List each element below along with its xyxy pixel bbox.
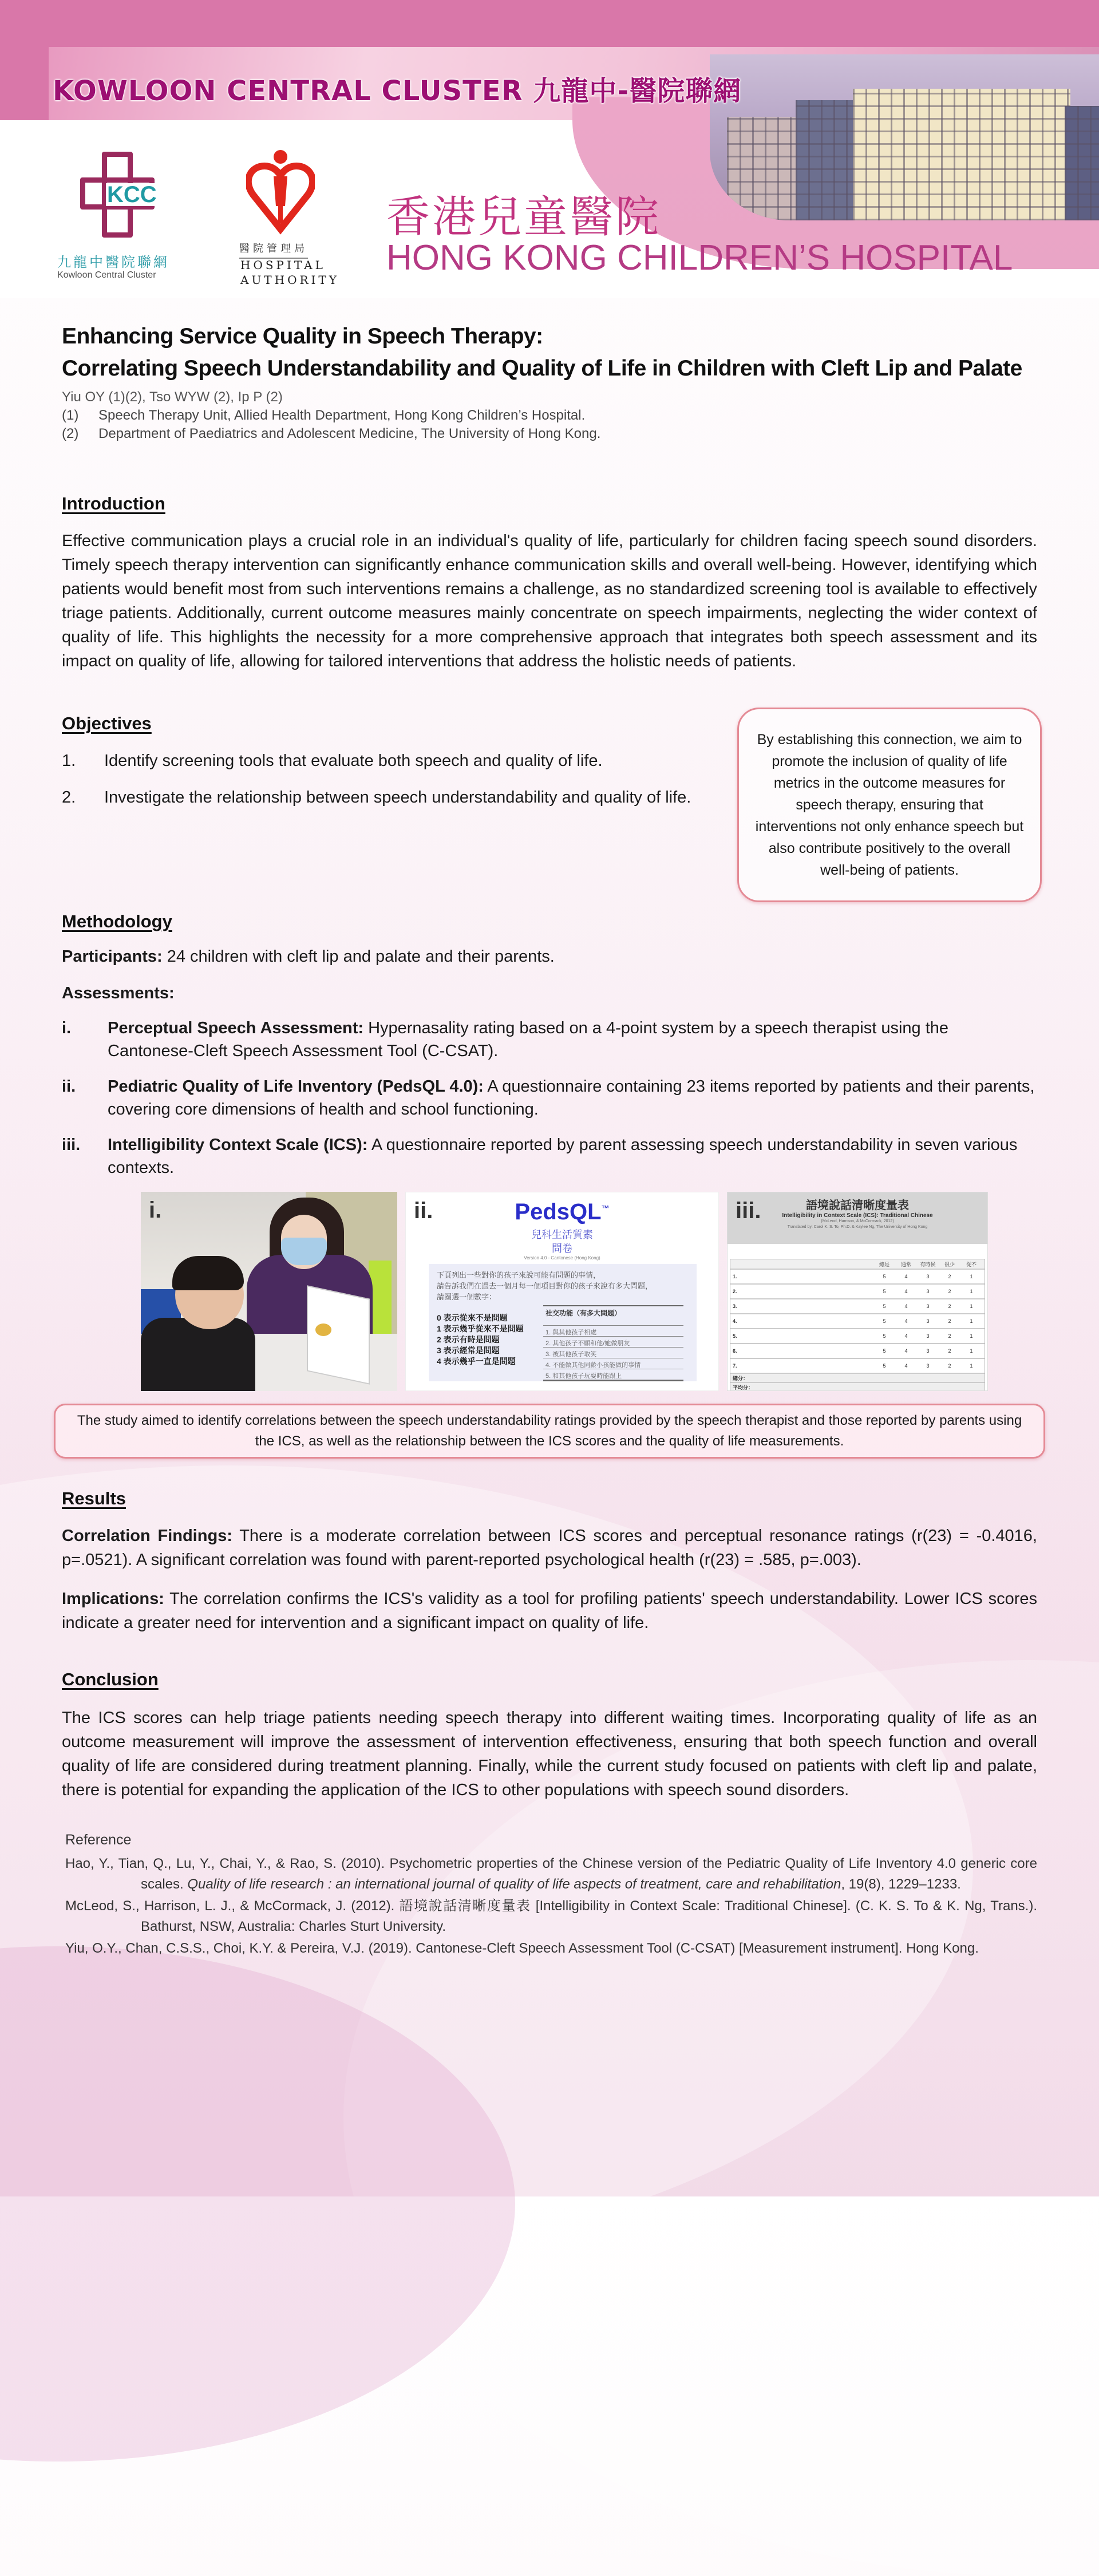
item-number: iii.: [62, 1136, 81, 1154]
heart-person-icon: [246, 149, 315, 235]
pedsql-version: Version 4.0 - Cantonese (Hong Kong): [524, 1255, 600, 1261]
hospital-name-en: HONG KONG CHILDREN’S HOSPITAL: [386, 238, 1013, 278]
reference-item: Hao, Y., Tian, Q., Lu, Y., Chai, Y., & Rao, S. (2010). Psychometric properties of the Chinese version of the Pediatric Quality of Life Inventory 4.0 generic core scales. Quality of life research : an international journal of quality of life aspects of treatment, care and rehabilitation, 19(8), 1229–1233.: [65, 1856, 1037, 1892]
affiliation: [62, 425, 1037, 443]
therapy-session-photo: [141, 1192, 397, 1391]
item-label: Pediatric Quality of Life Inventory (PedsQL 4.0):: [108, 1077, 484, 1096]
reference-item: Yiu, O.Y., Chan, C.S.S., Choi, K.Y. & Pereira, V.J. (2019). Cantonese-Cleft Speech Assessment Tool (C-CSAT) [Measurement instrument]. Hong Kong.: [65, 1941, 979, 1956]
section-heading: Introduction: [62, 493, 165, 513]
conclusion-text: The ICS scores can help triage patients needing speech therapy into different waiting times. Incorporating quality of life as an outcome measurement will improve the assessment of intervention effectiveness, ensuring that both speech function and overall quality of life are considered during treatment planning. Finally, while the current study focused on patients with cleft lip and palate, there is potential for expanding the application of the ICS to other populations with speech sound disorders.: [62, 1709, 1037, 1799]
references-heading: Reference: [65, 1832, 132, 1848]
section-heading: Methodology: [62, 911, 172, 931]
authors: Yiu OY (1)(2), Tso WYW (2), Ip P (2): [62, 389, 283, 405]
pedsql-questionnaire-image: [405, 1192, 719, 1391]
title-block: [62, 321, 1037, 443]
pedsql-instructions: 下頁列出一些對你的孩子來說可能有問題的事情， 請告訴我們在過去一個月每一個項目對你的孩子來說有多大問題， 請圈選一個數字： 0 表示從來不是問題 1 表示幾乎從來不是問題 2 表示有時是問題 3 表示經常是問題 4 表示幾乎一直是問題 社交功能（有多大問題） 1. 與其他孩子相處 2. 其他孩子不願和他/她做朋友 3. 被其他孩子取笑 4. 不能做其他同齡小孩能做的事情 5. 和其他孩子玩耍時能跟上: [429, 1264, 697, 1381]
figure-label: i.: [149, 1198, 162, 1223]
ha-name-en-line2: AUTHORITY: [240, 273, 339, 287]
item-label: Intelligibility Context Scale (ICS):: [108, 1136, 368, 1154]
background-decoration: [0, 1946, 515, 2462]
assessments-heading: Assessments:: [62, 984, 175, 1002]
objectives-callout: By establishing this connection, we aim to promote the inclusion of quality of life metrics in the outcome measures for speech therapy, ensuring that interventions not only enhance speech but also contribute positively to the overall well-being of patients.: [737, 708, 1042, 902]
hospital-name-zh: 香港兒童醫院: [386, 193, 661, 242]
hospital-authority-logo: [229, 143, 338, 286]
section-heading: Objectives: [62, 713, 152, 733]
implications: [62, 1587, 1037, 1635]
poster-title: [62, 321, 1037, 385]
figure-label: iii.: [736, 1198, 761, 1223]
item-text: Identify screening tools that evaluate both speech and quality of life.: [104, 752, 603, 770]
references-section: [65, 1830, 1037, 1959]
list-item: [62, 1017, 1037, 1062]
reference-item: McLeod, S., Harrison, L. J., & McCormack, J. (2012). 語境說話清晰度量表 [Intelligibility in Context Scale: Traditional Chinese]. (C. K. S. To & K. Ng, Trans.). Bathurst, NSW, Australia: Charles Sturt University.: [65, 1898, 1037, 1934]
ha-name-zh: 醫院管理局: [239, 240, 308, 259]
objectives-section: [62, 713, 1037, 885]
ha-name-en-line1: HOSPITAL: [240, 258, 326, 272]
section-heading: Results: [62, 1488, 126, 1508]
item-text: A questionnaire containing 23 items reported by patients and their parents, covering core dimensions of health and school functioning.: [108, 1077, 1035, 1119]
list-item: [62, 1075, 1037, 1121]
item-label: Perceptual Speech Assessment:: [108, 1019, 364, 1037]
correlation-label: Correlation Findings:: [62, 1527, 232, 1545]
item-text: A questionnaire reported by parent assessing speech understandability in seven various contexts.: [108, 1136, 1018, 1177]
introduction-text: Effective communication plays a crucial role in an individual's quality of life, particularly for children facing speech sound disorders. Timely speech therapy intervention can significantly enhance communication skills and overall well-being. However, identifying which patients would benefit most from such interventions remains a challenge, as no standardized screening tool is available to effectively triage patients. Additionally, current outcome measures mainly concentrate on speech impairments, neglecting the wider context of quality of life. This highlights the necessity for a more comprehensive approach that integrates both speech assessment and its impact on quality of life, allowing for tailored interventions that address the holistic needs of patients.: [62, 532, 1037, 670]
participants-text: 24 children with cleft lip and palate and their parents.: [162, 947, 555, 966]
results-section: [62, 1488, 1037, 1635]
affiliation-text: Department of Paediatrics and Adolescent Medicine, The University of Hong Kong.: [98, 426, 601, 441]
pedsql-subtitle: 兒科生活質素 問卷: [531, 1229, 593, 1254]
hospital-building-image: [710, 54, 1099, 220]
participants: [62, 945, 1037, 969]
item-number: i.: [62, 1019, 72, 1037]
assessment-figures: [141, 1192, 1037, 1391]
section-heading: Conclusion: [62, 1669, 159, 1689]
correlation-text: There is a moderate correlation between ICS scores and perceptual resonance ratings (r(23) = -0.4016, p=.0521). A significant correlation was found with parent-reported psychological health (r(23) = .585, p=.003).: [62, 1527, 1037, 1569]
list-item: [62, 749, 737, 773]
affiliation-number: (1): [62, 408, 79, 423]
conclusion-section: [62, 1669, 1037, 1802]
introduction-section: [62, 493, 1037, 673]
item-number: 2.: [62, 788, 76, 807]
title-line-1: Enhancing Service Quality in Speech Therapy:: [62, 324, 543, 349]
kcc-name-zh: 九龍中醫院聯網: [57, 255, 169, 270]
kcc-name-en: Kowloon Central Cluster: [57, 270, 156, 280]
correlation-findings: [62, 1524, 1037, 1572]
list-item: [62, 1133, 1037, 1179]
kcc-mark: KCC: [107, 182, 157, 207]
affiliation: [62, 406, 1037, 425]
figure-label: ii.: [414, 1198, 433, 1223]
title-line-2: Correlating Speech Understandability and Quality of Life in Children with Cleft Lip and Palate: [62, 356, 1022, 381]
study-aim-box: The study aimed to identify correlations between the speech understandability ratings provided by the speech therapist and those reported by parents using the ICS, as well as the relationship between the ICS scores and the quality of life measurements.: [54, 1404, 1045, 1459]
pedsql-scale: 0 表示從來不是問題 1 表示幾乎從來不是問題 2 表示有時是問題 3 表示經常是問題 4 表示幾乎一直是問題: [437, 1313, 524, 1366]
participants-label: Participants:: [62, 947, 163, 966]
ics-questionnaire-image: [727, 1192, 988, 1391]
ics-header: 語境說話清晰度量表 Intelligibility in Context Scale (ICS): Traditional Chinese (McLeod, Harrison, & McCormack, 2012) Translated by: Carol K. S. To, Ph.D. & Kaylee Ng, The University of Hong Kong: [728, 1192, 987, 1244]
pedsql-logo: PedsQL™: [515, 1199, 610, 1224]
kcc-logo: [57, 143, 183, 286]
assessments-list: [62, 1017, 1037, 1179]
affiliation-text: Speech Therapy Unit, Allied Health Department, Hong Kong Children’s Hospital.: [98, 408, 586, 423]
item-number: ii.: [62, 1077, 76, 1096]
affiliation-number: (2): [62, 426, 79, 441]
assessments-label: [62, 981, 1037, 1005]
item-text: Hypernasality rating based on a 4-point system by a speech therapist using the Cantonese-Cleft Speech Assessment Tool (C-CSAT).: [108, 1019, 949, 1060]
ha-name-en: [240, 258, 339, 287]
poster-content: [0, 321, 1099, 1959]
implications-label: Implications:: [62, 1590, 164, 1608]
list-item: [62, 785, 737, 809]
objectives-list: [62, 749, 737, 809]
poster-header: [0, 0, 1099, 298]
ics-table: 總是 通常 有時候 很少 從不 1. 5 4 3 2 1 2. 5 4 3 2 1 3. 5 4 3 2 1 4. 5 4 3 2 1 5. 5 4 3 2 1 6. 5 4 3 2 1 7. 5 4 3 2 1 總分： 平均分：: [730, 1259, 985, 1391]
cluster-title: KOWLOON CENTRAL CLUSTER 九龍中-醫院聯網: [53, 75, 742, 107]
implications-text: The correlation confirms the ICS's validity as a tool for profiling patients' speech understandability. Lower ICS scores indicate a greater need for intervention and a significant impact on quality of life.: [62, 1590, 1037, 1632]
pedsql-table: 社交功能（有多大問題） 1. 與其他孩子相處 2. 其他孩子不願和他/她做朋友 3. 被其他孩子取笑 4. 不能做其他同齡小孩能做的事情 5. 和其他孩子玩耍時能跟上: [543, 1305, 683, 1381]
item-number: 1.: [62, 752, 76, 770]
methodology-section: [62, 911, 1037, 1459]
item-text: Investigate the relationship between speech understandability and quality of life.: [104, 788, 691, 807]
